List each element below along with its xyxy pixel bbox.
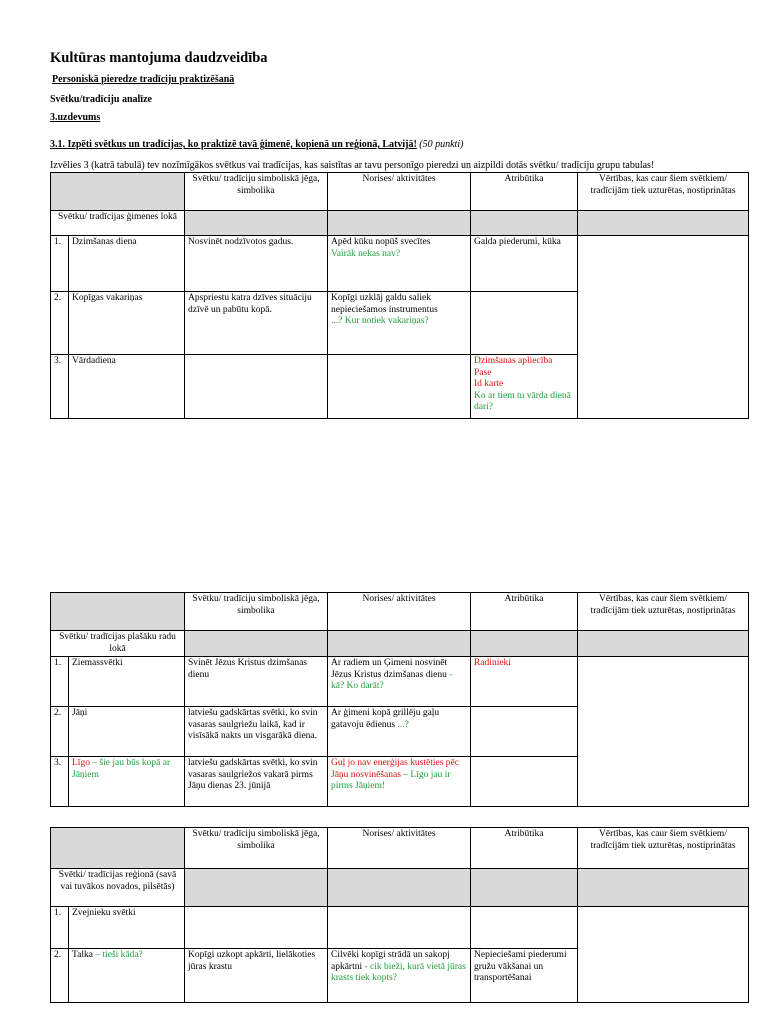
table-header-row	[51, 593, 749, 631]
row-name: Vārdadiena	[69, 355, 185, 419]
row-meaning: latviešu gadskārtas svētki, ko svin vasaras saulgriežu laikā, kad ir visīsākā nakts un visgarākā diena.	[185, 707, 328, 757]
group-label-row	[51, 631, 749, 657]
header-activities: Norises/ aktivitātes	[328, 593, 471, 631]
row-activities	[328, 236, 471, 292]
teacher-note: Vairāk nekas nav?	[331, 248, 401, 259]
row-name	[69, 757, 185, 807]
header-meaning: Svētku/ tradīciju simboliskā jēga, simbolika	[185, 593, 328, 631]
name-text: Talka	[72, 950, 93, 960]
gray-cell	[578, 869, 749, 907]
header-values: Vērtības, kas caur šiem svētkiem/ tradīcijām tiek uzturētas, nostiprinātas	[578, 593, 749, 631]
table-row	[51, 907, 749, 949]
table-row	[51, 236, 749, 292]
row-attributes	[471, 292, 578, 355]
header-attributes: Atribūtika	[471, 828, 578, 869]
gray-cell	[578, 631, 749, 657]
group-label: Svētku/ tradīcijas ģimenes lokā	[51, 211, 185, 236]
row-number: 1.	[51, 907, 69, 949]
activities-text: Apēd kūku nopūš svecītes	[331, 237, 431, 247]
row-activities	[328, 707, 471, 757]
table-header-row	[51, 828, 749, 869]
teacher-note: – tieši kāda?	[95, 950, 143, 960]
row-attributes	[471, 355, 578, 419]
activities-text: Ar ģimeni kopā grillēju gaļu gatavoju ēdienus	[331, 708, 440, 730]
row-meaning	[185, 355, 328, 419]
teacher-note: - cik bieži, kurā vietā jūras krasts tiek kopts?	[331, 961, 466, 983]
gray-cell	[328, 211, 471, 236]
row-attributes	[471, 707, 578, 757]
row-attributes: Galda piederumi, kūka	[471, 236, 578, 292]
gray-cell	[185, 869, 328, 907]
row-name: Zvejnieku svētki	[69, 907, 185, 949]
header-values: Vērtības, kas caur šiem svētkiem/ tradīcijām tiek uzturētas, nostiprinātas	[578, 828, 749, 869]
name-text: Līgo	[72, 758, 90, 768]
attribute-item: Id karte	[474, 379, 504, 389]
table-header-row	[51, 173, 749, 211]
row-activities	[328, 657, 471, 707]
row-meaning: Nosvinēt nodzīvotos gadus.	[185, 236, 328, 292]
teacher-note: – Līgo jau ir pirms Jāņiem!	[331, 769, 451, 791]
row-meaning: Apspriestu katra dzīves situāciju dzīvē un pabūtu kopā.	[185, 292, 328, 355]
row-activities	[328, 949, 471, 1003]
row-number: 3.	[51, 355, 69, 419]
activities-text: Cilvēki kopīgi strādā un sakopj apkārtni	[331, 950, 450, 972]
gray-cell	[185, 631, 328, 657]
row-activities	[328, 355, 471, 419]
row-meaning	[185, 907, 328, 949]
row-attributes	[471, 657, 578, 707]
values-cell	[578, 907, 749, 1003]
intro-text: Izvēlies 3 (katrā tabulā) tev nozīmīgākos svētkus vai tradīcijas, kas saistītas ar tavu personīgo pieredzi un aizpildi dotās svētku/ tradīciju grupu tabulas!	[50, 160, 655, 171]
row-number: 1.	[51, 657, 69, 707]
gray-cell	[471, 869, 578, 907]
table-family	[50, 172, 749, 419]
row-number: 3.	[51, 757, 69, 807]
header-attributes: Atribūtika	[471, 593, 578, 631]
teacher-note: Ko ar tiem tu vārda dienā dari?	[474, 390, 571, 412]
row-name: Kopīgas vakariņas	[69, 292, 185, 355]
header-values: Vērtības, kas caur šiem svētkiem/ tradīcijām tiek uzturētas, nostiprinātas	[578, 173, 749, 211]
group-label-row	[51, 869, 749, 907]
gray-cell	[471, 211, 578, 236]
task-points: (50 punkti)	[419, 139, 464, 150]
row-name	[69, 949, 185, 1003]
row-number: 1.	[51, 236, 69, 292]
gray-cell	[578, 211, 749, 236]
gray-cell	[328, 869, 471, 907]
row-activities	[328, 292, 471, 355]
teacher-note: ...?	[397, 719, 409, 730]
header-corner	[51, 828, 185, 869]
header-activities: Norises/ aktivitātes	[328, 828, 471, 869]
row-name: Dzimšanas diena	[69, 236, 185, 292]
activities-text: Kopīgi uzklāj galdu saliek nepieciešamos instrumentus	[331, 293, 438, 315]
row-meaning: Svinēt Jēzus Kristus dzimšanas dienu	[185, 657, 328, 707]
task-text: 3.1. Izpēti svētkus un tradīcijas, ko praktizē tavā ģimenē, kopienā un reģionā, Latvijā!	[50, 139, 417, 150]
values-cell	[578, 236, 749, 419]
activities-text: Ar radiem un Ģimeni nosvinēt Jēzus Kristus dzimšanas dienu	[331, 658, 448, 680]
group-label: Svētki/ tradīcijas reģionā (savā vai tuvākos novados, pilsētās)	[51, 869, 185, 907]
header-corner	[51, 593, 185, 631]
header-meaning: Svētku/ tradīciju simboliskā jēga, simbolika	[185, 828, 328, 869]
table-relatives	[50, 592, 749, 807]
row-attributes	[471, 907, 578, 949]
attribute-item: Dzimšanas apliecība	[474, 356, 553, 366]
values-cell	[578, 657, 749, 807]
subtitle: Personiskā pieredze tradīciju praktizēšanā	[52, 74, 235, 85]
teacher-note: ...? Kur notiek vakariņas?	[331, 316, 429, 326]
table-region	[50, 827, 749, 1003]
table-row	[51, 657, 749, 707]
gray-cell	[185, 211, 328, 236]
task-statement	[50, 139, 463, 150]
teacher-note: - kā? Ko darāt?	[331, 669, 453, 691]
row-attributes: Nepieciešami piederumi gružu vākšanai un transportēšanai	[471, 949, 578, 1003]
row-number: 2.	[51, 292, 69, 355]
section-heading: Svētku/tradīciju analīze	[50, 94, 152, 105]
page-title: Kultūras mantojuma daudzveidība	[50, 50, 268, 66]
attribute-item: Pase	[474, 367, 492, 378]
gray-cell	[471, 631, 578, 657]
teacher-note: – šie jau būs kopā ar Jāņiem	[72, 758, 171, 780]
row-meaning: Kopīgi uzkopt apkārti, lielākoties jūras krastu	[185, 949, 328, 1003]
row-name: Ziemassvētki	[69, 657, 185, 707]
header-corner	[51, 173, 185, 211]
row-meaning: latviešu gadskārtas svētki, ko svin vasaras saulgriežos vakarā pirms Jāņu dienas 23. jūnijā	[185, 757, 328, 807]
task-label: 3.uzdevums	[50, 112, 101, 123]
row-activities	[328, 907, 471, 949]
header-meaning: Svētku/ tradīciju simboliskā jēga, simbolika	[185, 173, 328, 211]
header-attributes: Atribūtika	[471, 173, 578, 211]
row-number: 2.	[51, 949, 69, 1003]
activities-text: Guļ jo nav enerģijas kustēties pēc Jāņu nosvinēšanas	[331, 758, 459, 780]
attribute-item: Radinieki	[474, 658, 511, 668]
row-activities	[328, 757, 471, 807]
gray-cell	[328, 631, 471, 657]
row-attributes	[471, 757, 578, 807]
header-activities: Norises/ aktivitātes	[328, 173, 471, 211]
group-label-row	[51, 211, 749, 236]
row-number: 2.	[51, 707, 69, 757]
group-label: Svētku/ tradīcijas plašāku radu lokā	[51, 631, 185, 657]
row-name: Jāņi	[69, 707, 185, 757]
